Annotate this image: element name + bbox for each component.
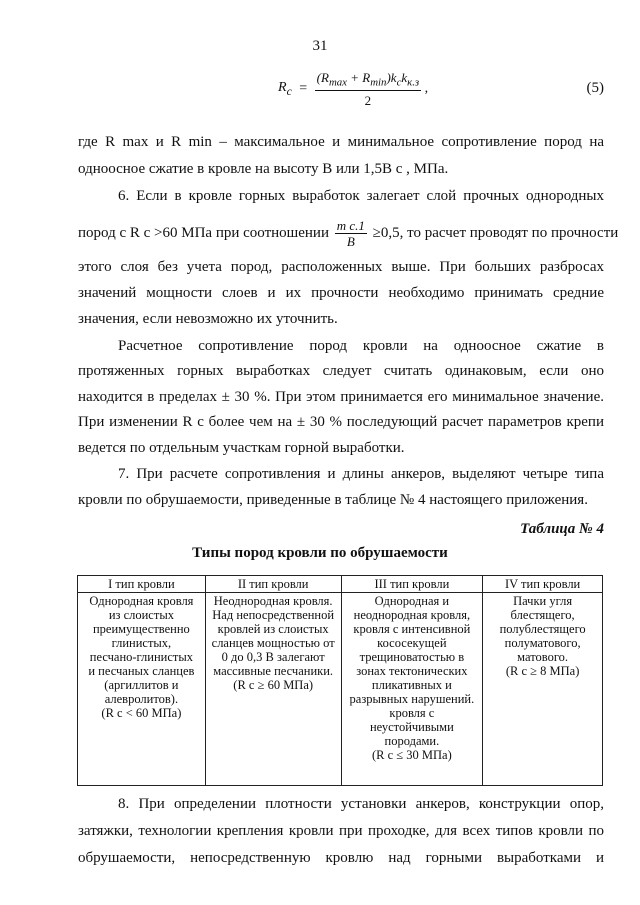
cell-type-3: Однородная и неоднородная кровля, кровля с интенсивной кососекущей трещиноватостью в зонах тектонических пликативных и разрывных нарушений. кровля с неустойчивыми породами. (R с ≤ 30 МПа): [341, 593, 483, 786]
paragraph-line: кровли по обрушаемости, приведенные в таблице № 4 настоящего приложения.: [78, 492, 588, 508]
paragraph-line: ведется по отдельным участкам горной выработки.: [78, 440, 405, 456]
cell-type-1: Однородная кровля из слоистых преимущественно глинистых, песчано-глинистых и песчаных сланцев (аргиллитов и алевролитов). (R с < 60 МПа): [78, 593, 206, 786]
paragraph-line: 8. При определении плотности установки анкеров, конструкции опор,: [118, 796, 604, 812]
paragraph-line: 6. Если в кровле горных выработок залегает слой прочных однородных: [118, 188, 604, 204]
formula-5: [278, 70, 428, 109]
paragraph-line: При изменении R с более чем на ± 30 % последующий расчет параметров крепи: [78, 414, 604, 430]
table-title: Типы пород кровли по обрушаемости: [192, 545, 448, 561]
formula-fraction: [315, 70, 422, 109]
header-type-2: II тип кровли: [205, 576, 341, 593]
header-type-3: III тип кровли: [341, 576, 483, 593]
paragraph-line: затяжки, технологии крепления кровли при проходке, для всех типов кровли по: [78, 823, 604, 839]
table-caption: Таблица № 4: [520, 521, 604, 537]
formula-lhs: $R_c$: [278, 80, 292, 99]
paragraph-line: 7. При расчете сопротивления и длины анкеров, выделяют четыре типа: [118, 466, 604, 482]
formula-equals: =: [299, 81, 308, 97]
formula-number: (5): [586, 80, 604, 96]
paragraph-line-with-fraction: пород с R с >60 МПа при соотношении $\frac{\text{m с.1}}{B}$ ≥0,5, то расчет проводят по прочности: [78, 218, 619, 249]
paragraph-line: значений мощности слоев и их прочности необходимо принимать средние: [78, 285, 604, 301]
cell-type-2: Неоднородная кровля. Над непосредственной кровлей из слоистых сланцев мощностью от 0 до 0,3 В залегают массивные песчаники. (R с ≥ 60 МПа): [205, 593, 341, 786]
paragraph-line: обрушаемости, непосредственную кровлю над горными выработками и: [78, 850, 604, 866]
paragraph-line: значения, если невозможно их уточнить.: [78, 311, 338, 327]
formula-numerator: $(R_{max} + R_{min})k_ck_{к.з}$: [316, 70, 420, 89]
formula-denominator: 2: [364, 92, 372, 108]
ratio-fraction: $\frac{\text{m с.1}}{B}$: [336, 218, 365, 249]
paragraph-line: Расчетное сопротивление пород кровли на одноосное сжатие в: [118, 338, 604, 354]
header-type-1: I тип кровли: [78, 576, 206, 593]
header-type-4: IV тип кровли: [483, 576, 603, 593]
paragraph-line: протяженных горных выработках следует считать одинаковым, если оно: [78, 363, 604, 379]
table-header-row: [78, 576, 603, 593]
paragraph-line: одноосное сжатие в кровле на высоту В или 1,5В с , МПа.: [78, 161, 449, 177]
formula-comma: ,: [424, 81, 429, 97]
paragraph-line: этого слоя без учета пород, расположенных выше. При больших разбросах: [78, 259, 604, 275]
paragraph-line: находится в пределах ± 30 %. При этом принимается его минимальное значение.: [78, 389, 604, 405]
page-number: 31: [312, 38, 328, 54]
roof-types-table: [77, 575, 603, 786]
paragraph-line: где R max и R min – максимальное и минимальное сопротивление пород на: [78, 134, 604, 150]
cell-type-4: Пачки угля блестящего, полублестящего полуматового, матового. (R с ≥ 8 МПа): [483, 593, 603, 786]
table-row: [78, 593, 603, 786]
